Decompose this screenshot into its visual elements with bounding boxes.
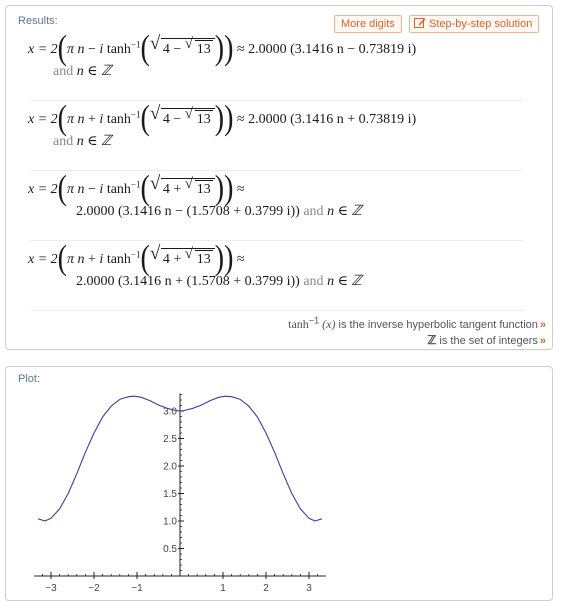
open-paren: ( [57, 29, 67, 68]
solution-approx-line2: 2.0000 (3.1416 n + (1.5708 + 0.3799 i)) [76, 274, 300, 289]
solution-i: i [99, 112, 104, 127]
solution-lhs: x = 2 [28, 112, 58, 127]
solution-membership: n ∈ ℤ [76, 134, 112, 149]
close-paren: ) [224, 169, 234, 208]
footnote-integers[interactable] [427, 333, 546, 348]
solution-and: and [303, 274, 324, 289]
solution-inner-radicand: 13 [196, 182, 211, 197]
solution-i: i [99, 42, 104, 57]
solution-tanh: tanh [106, 252, 131, 267]
sqrt-inner: √ 13 [184, 176, 211, 197]
solution-and: and [303, 204, 324, 219]
solution-approx: ≈ [236, 252, 245, 267]
y-tick-label: 1.5 [163, 489, 177, 500]
open-paren-inner: ( [140, 239, 150, 278]
footnote-tanh-text: is the inverse hyperbolic tangent function [338, 319, 538, 331]
y-tick-label: 2.0 [163, 461, 177, 473]
sqrt-outer: √ 4 − √ 13 [151, 38, 215, 58]
sqrt-outer: √ 4 + √ 13 [151, 248, 215, 268]
open-paren: ( [57, 99, 67, 138]
open-paren-inner: ( [140, 169, 150, 208]
solution-membership: n ∈ ℤ [327, 204, 362, 219]
x-tick-label: 2 [263, 583, 269, 594]
footnote-tanh[interactable] [288, 317, 546, 332]
solution-and: and [53, 134, 74, 149]
open-paren-inner: ( [140, 99, 150, 138]
solution-pi-n: π n [67, 112, 85, 127]
results-pod-title: Results: [18, 15, 58, 27]
solution-line2 [76, 273, 362, 295]
open-paren-inner: ( [140, 29, 150, 68]
solution-and: and [53, 64, 74, 79]
solution-lhs: x = 2 [28, 252, 58, 267]
solution-radicand-sign: 4 − [162, 112, 182, 127]
close-paren-inner: ) [214, 169, 225, 208]
more-digits-button[interactable]: More digits [334, 15, 402, 33]
solution-inverse-sup: −1 [130, 109, 141, 120]
y-tick-label: 1.0 [163, 516, 177, 528]
footnote-tanh-sup: −1 [308, 315, 320, 326]
pencil-icon [414, 17, 426, 28]
solution-approx: ≈ 2.0000 (3.1416 n − 0.73819 i) [236, 42, 417, 57]
open-paren: ( [57, 169, 67, 208]
solution-equation [28, 169, 245, 208]
x-tick-label: 3 [306, 583, 312, 594]
close-paren-inner: ) [214, 29, 225, 68]
solution-line2 [53, 63, 112, 85]
solution-equation [28, 99, 417, 138]
solution-approx: ≈ [236, 182, 245, 197]
solution-membership: n ∈ ℤ [76, 64, 112, 79]
plot-pod [5, 366, 553, 601]
open-paren: ( [57, 239, 67, 278]
solution-tanh: tanh [106, 182, 131, 197]
solution-pi-n: π n [67, 252, 85, 267]
solution-i: i [99, 182, 104, 197]
sqrt-outer: √ 4 + √ 13 [151, 178, 215, 198]
solution-membership: n ∈ ℤ [327, 274, 362, 289]
footnote-tanh-math: tanh [288, 317, 309, 331]
solution-separator [30, 100, 523, 101]
close-paren: ) [224, 99, 234, 138]
solution-lhs: x = 2 [28, 42, 58, 57]
x-tick-label: 1 [220, 583, 226, 594]
footnote-tanh-arg: (x) [322, 317, 336, 331]
solution-sign: − [88, 182, 96, 197]
sqrt-inner: √ 13 [184, 36, 211, 57]
solution-i: i [99, 252, 104, 267]
solution-inner-radicand: 13 [196, 112, 211, 127]
solution-approx-line2: 2.0000 (3.1416 n − (1.5708 + 0.3799 i)) [76, 204, 300, 219]
x-tick-label: −3 [45, 583, 57, 594]
plot-pod-title: Plot: [18, 373, 41, 385]
x-tick-label: −2 [88, 583, 100, 594]
sqrt-inner: √ 13 [184, 106, 211, 127]
plot-chart[interactable] [6, 367, 552, 600]
y-tick-label: 0.5 [163, 544, 177, 555]
footnote-tanh-arrow[interactable]: » [539, 319, 546, 331]
solution-equation [28, 239, 245, 278]
solution-radicand-sign: 4 + [162, 182, 182, 197]
solution-approx: ≈ 2.0000 (3.1416 n + 0.73819 i) [236, 112, 417, 127]
solution-sign: − [88, 42, 96, 57]
solution-sign: + [88, 112, 96, 127]
solution-radicand-sign: 4 − [162, 42, 182, 57]
solution-pi-n: π n [67, 42, 85, 57]
results-pod [5, 5, 553, 350]
solution-radicand-sign: 4 + [162, 252, 182, 267]
solution-equation [28, 29, 417, 68]
y-tick-label: 2.5 [163, 434, 177, 445]
footnote-integers-text: is the set of integers [439, 335, 538, 347]
x-tick-label: −1 [131, 583, 143, 594]
solution-inverse-sup: −1 [130, 39, 141, 50]
solution-pi-n: π n [67, 182, 85, 197]
footnote-integers-math: ℤ [427, 333, 437, 347]
solution-separator [30, 310, 523, 311]
solution-lhs: x = 2 [28, 182, 58, 197]
solution-separator [30, 240, 523, 241]
step-by-step-button[interactable] [409, 15, 539, 33]
step-by-step-label: Step-by-step solution [429, 18, 533, 30]
solution-inverse-sup: −1 [130, 179, 141, 190]
sqrt-inner: √ 13 [184, 246, 211, 267]
solution-sign: + [88, 252, 96, 267]
y-tick-label: 3.0 [163, 406, 177, 418]
solution-inner-radicand: 13 [196, 252, 211, 267]
close-paren-inner: ) [214, 239, 225, 278]
close-paren: ) [224, 29, 234, 68]
solution-inverse-sup: −1 [130, 249, 141, 260]
close-paren-inner: ) [214, 99, 225, 138]
solution-separator [30, 170, 523, 171]
solution-tanh: tanh [106, 112, 131, 127]
footnote-integers-arrow[interactable]: » [539, 335, 546, 347]
solution-inner-radicand: 13 [196, 42, 211, 57]
sqrt-outer: √ 4 − √ 13 [151, 108, 215, 128]
solution-tanh: tanh [106, 42, 131, 57]
solution-line2 [53, 133, 112, 155]
solution-line2 [76, 203, 362, 225]
close-paren: ) [224, 239, 234, 278]
